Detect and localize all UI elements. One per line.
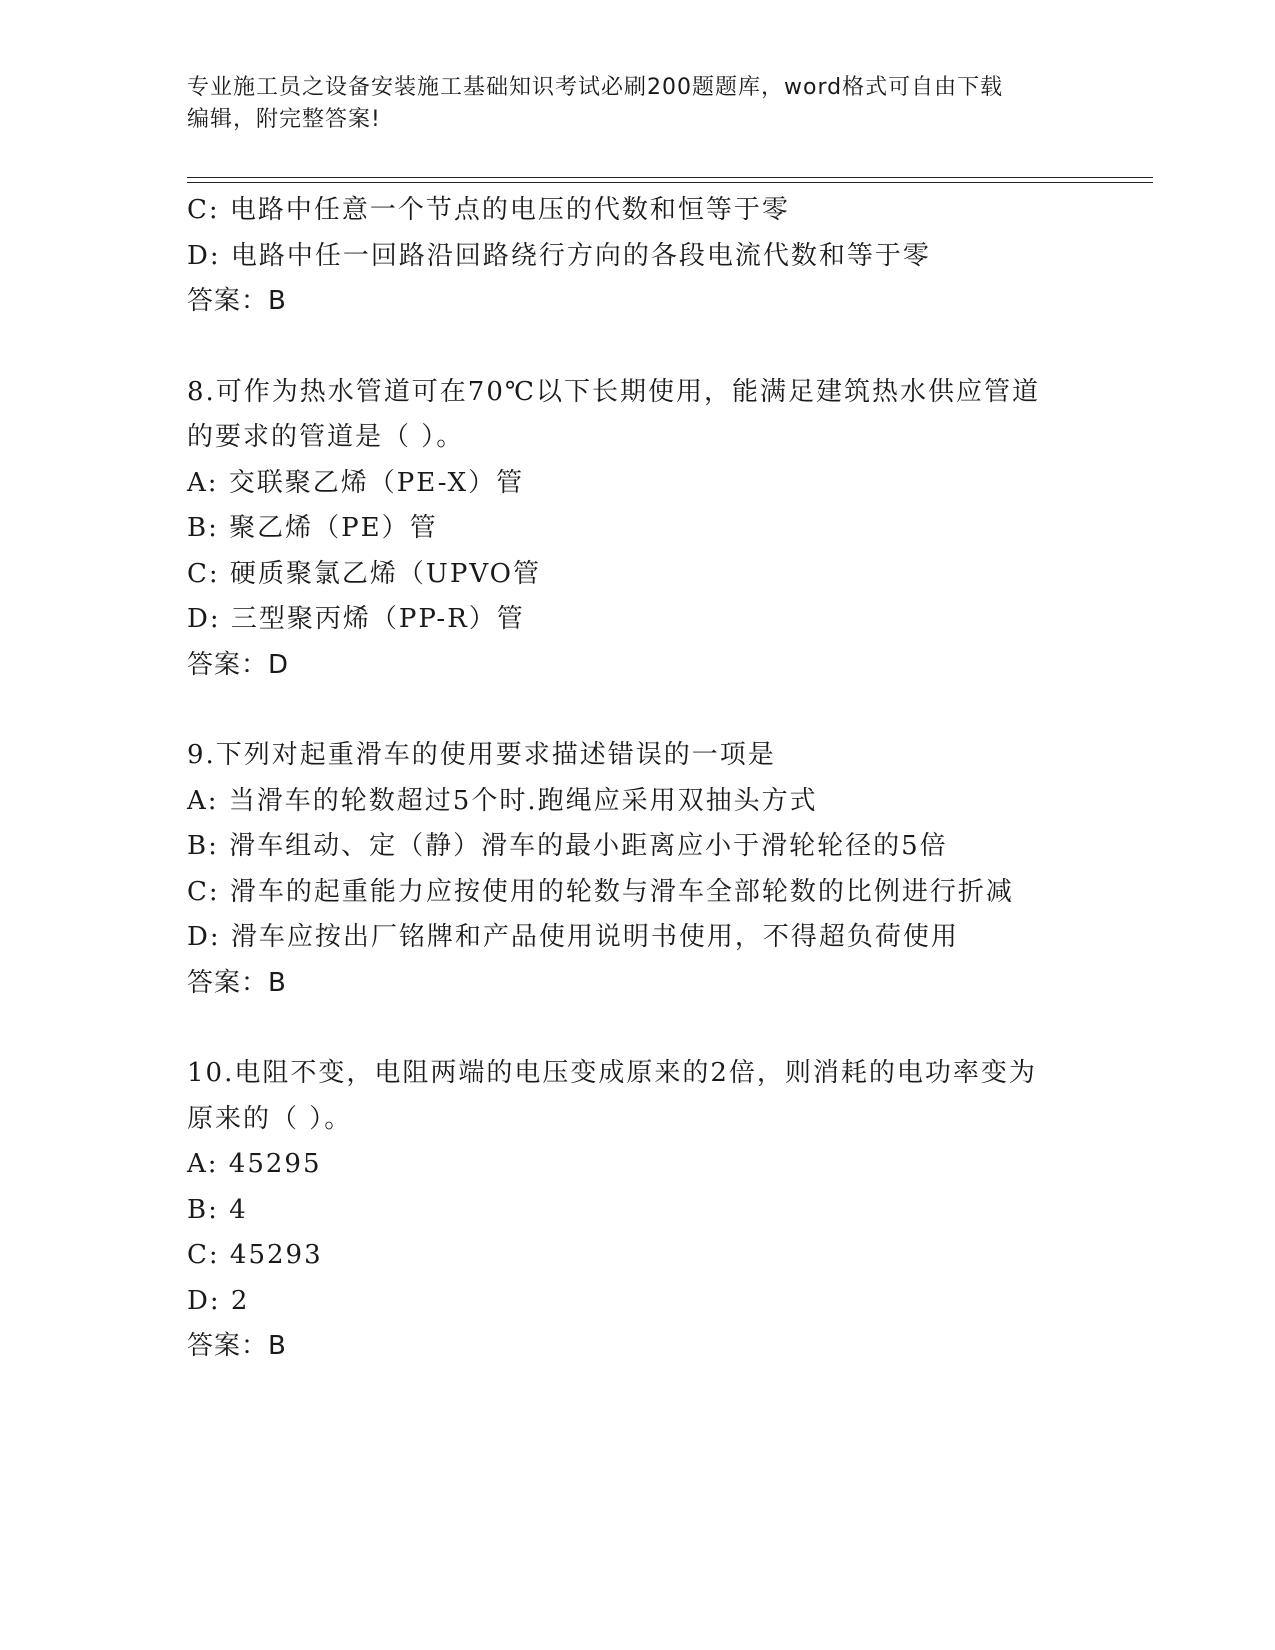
previous-question-tail bbox=[187, 188, 1087, 325]
answer: 答案：B bbox=[187, 1331, 287, 1361]
header-title-line-2: 编辑，附完整答案! bbox=[187, 107, 381, 132]
option-c: C: 电路中任意一个节点的电压的代数和恒等于零 bbox=[187, 195, 790, 225]
option-a: A: 当滑车的轮数超过5个时.跑绳应采用双抽头方式 bbox=[187, 785, 818, 816]
answer: 答案：B bbox=[187, 967, 287, 998]
option-a: A: 交联聚乙烯（PE-X）管 bbox=[187, 467, 525, 498]
option-d: D: 三型聚丙烯（PP-R）管 bbox=[187, 604, 525, 634]
answer: 答案：D bbox=[187, 649, 290, 680]
header-title-line-1: 专业施工员之设备安装施工基础知识考试必刷200题题库，word格式可自由下载 bbox=[187, 75, 1004, 100]
question-9 bbox=[187, 733, 1087, 1006]
spacer bbox=[187, 1006, 1087, 1051]
option-d: D: 电路中任一回路沿回路绕行方向的各段电流代数和等于零 bbox=[187, 240, 931, 271]
option-b: B: 滑车组动、定（静）滑车的最小距离应小于滑轮轮径的5倍 bbox=[187, 831, 948, 861]
option-c: C: 滑车的起重能力应按使用的轮数与滑车全部轮数的比例进行折减 bbox=[187, 876, 1014, 907]
option-a: A: 45295 bbox=[187, 1149, 322, 1179]
question-content bbox=[187, 188, 1087, 1370]
option-b: B: 聚乙烯（PE）管 bbox=[187, 513, 438, 543]
spacer bbox=[187, 325, 1087, 370]
question-stem-line: 的要求的管道是（ ）。 bbox=[187, 422, 465, 452]
question-stem-line: 9.下列对起重滑车的使用要求描述错误的一项是 bbox=[187, 740, 776, 770]
option-c: C: 45293 bbox=[187, 1240, 323, 1270]
option-b: B: 4 bbox=[187, 1194, 248, 1225]
header-divider-bottom bbox=[187, 182, 1153, 183]
header-divider-top bbox=[187, 177, 1153, 178]
question-stem-line: 8.可作为热水管道可在70℃以下长期使用，能满足建筑热水供应管道 bbox=[187, 376, 1040, 407]
document-header bbox=[187, 72, 1067, 136]
option-c: C: 硬质聚氯乙烯（UPVO管 bbox=[187, 558, 541, 589]
option-d: D: 滑车应按出厂铭牌和产品使用说明书使用，不得超负荷使用 bbox=[187, 922, 959, 952]
spacer bbox=[187, 688, 1087, 733]
question-10 bbox=[187, 1051, 1087, 1370]
question-8 bbox=[187, 370, 1087, 689]
question-stem-line: 10.电阻不变，电阻两端的电压变成原来的2倍，则消耗的电功率变为 bbox=[187, 1058, 1037, 1088]
answer: 答案：B bbox=[187, 286, 287, 316]
question-stem-line: 原来的（ ）。 bbox=[187, 1103, 353, 1134]
option-d: D: 2 bbox=[187, 1285, 250, 1316]
